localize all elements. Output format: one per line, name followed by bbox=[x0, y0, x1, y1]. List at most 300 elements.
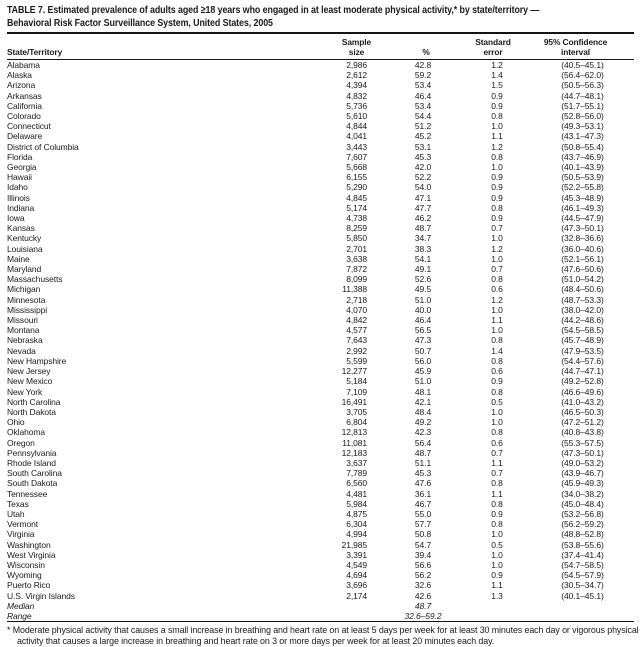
sample-size-cell: 7,789 bbox=[346, 468, 367, 479]
sample-size-cell: 2,701 bbox=[346, 243, 367, 254]
confidence-interval-cell: (45.3–48.9) bbox=[561, 192, 604, 203]
confidence-interval-cell: (38.0–42.0) bbox=[561, 304, 604, 315]
sample-size-cell: 5,599 bbox=[346, 355, 367, 366]
percent-cell: 42.8 bbox=[414, 60, 432, 70]
state-cell: North Carolina bbox=[7, 396, 61, 407]
table-row bbox=[7, 172, 634, 182]
standard-error-cell: 0.8 bbox=[491, 151, 503, 162]
sample-size-cell: 8,099 bbox=[346, 274, 367, 285]
standard-error-cell: 1.0 bbox=[491, 529, 503, 540]
state-cell: Maryland bbox=[7, 264, 42, 275]
sample-size-cell: 4,481 bbox=[346, 488, 367, 499]
footnote: * Moderate physical activity that causes a small increase in breathing and heart rate on at least 5 days per week for at least 30 minutes each day or vigorous physical activity that causes a large increase in breathing and heart rate on 3 or more days per week for at least 20 minutes each day. bbox=[7, 625, 639, 647]
confidence-interval-cell: (46.6–49.6) bbox=[561, 386, 604, 397]
confidence-interval-cell: (41.0–43.2) bbox=[561, 396, 604, 407]
confidence-interval-cell: (53.8–55.6) bbox=[561, 539, 604, 550]
table-row bbox=[7, 407, 634, 417]
sample-size-cell: 16,491 bbox=[341, 396, 367, 407]
state-cell: Louisiana bbox=[7, 243, 43, 254]
state-cell: West Virginia bbox=[7, 549, 56, 560]
state-cell: District of Columbia bbox=[7, 141, 79, 152]
standard-error-cell bbox=[469, 611, 517, 622]
confidence-interval-cell: (43.1–47.3) bbox=[561, 131, 604, 142]
percent-cell: 59.2 bbox=[414, 70, 432, 81]
state-cell: Tennessee bbox=[7, 488, 48, 499]
standard-error-cell: 1.0 bbox=[491, 406, 503, 417]
state-cell: South Dakota bbox=[7, 478, 58, 489]
percent-cell: 45.9 bbox=[414, 366, 432, 377]
state-cell: Nebraska bbox=[7, 335, 43, 346]
table-row bbox=[7, 111, 634, 121]
table-row bbox=[7, 397, 634, 407]
percent-cell: 54.1 bbox=[414, 253, 432, 264]
confidence-interval-cell: (50.5–56.3) bbox=[561, 80, 604, 91]
confidence-interval-cell: (51.0–54.2) bbox=[561, 274, 604, 285]
table-row bbox=[7, 376, 634, 386]
summary-value-cell: 48.7 bbox=[414, 600, 432, 611]
table-row bbox=[7, 152, 634, 162]
standard-error-cell: 1.4 bbox=[491, 70, 503, 81]
standard-error-cell: 1.0 bbox=[491, 325, 503, 336]
standard-error-cell: 0.5 bbox=[491, 396, 503, 407]
standard-error-cell: 0.9 bbox=[491, 570, 503, 581]
sample-size-cell: 3,443 bbox=[346, 141, 367, 152]
table-row bbox=[7, 182, 634, 192]
table-row bbox=[7, 387, 634, 397]
table-row bbox=[7, 509, 634, 519]
sample-size-cell: 21,985 bbox=[341, 539, 367, 550]
column-header-se-line2: error bbox=[483, 47, 503, 57]
state-cell: Alabama bbox=[7, 60, 40, 70]
percent-cell: 46.7 bbox=[414, 498, 432, 509]
standard-error-cell: 1.2 bbox=[491, 141, 503, 152]
percent-cell: 42.1 bbox=[414, 396, 432, 407]
table-row bbox=[7, 162, 634, 172]
state-cell: California bbox=[7, 100, 42, 111]
table-header bbox=[7, 34, 634, 60]
state-cell: South Carolina bbox=[7, 468, 62, 479]
state-cell: Maine bbox=[7, 253, 30, 264]
state-cell: Minnesota bbox=[7, 294, 46, 305]
sample-size-cell: 8,259 bbox=[346, 223, 367, 234]
standard-error-cell: 0.8 bbox=[491, 202, 503, 213]
sample-size-cell: 4,844 bbox=[346, 121, 367, 132]
sample-size-cell bbox=[302, 611, 367, 622]
confidence-interval-cell: (47.3–50.1) bbox=[561, 447, 604, 458]
confidence-interval-cell: (45.7–48.9) bbox=[561, 335, 604, 346]
standard-error-cell: 0.8 bbox=[491, 386, 503, 397]
sample-size-cell: 4,694 bbox=[346, 570, 367, 581]
sample-size-cell: 4,394 bbox=[346, 80, 367, 91]
state-cell: New Hampshire bbox=[7, 355, 67, 366]
sample-size-cell: 2,612 bbox=[346, 70, 367, 81]
confidence-interval-cell: (56.4–62.0) bbox=[561, 70, 604, 81]
state-cell: Hawaii bbox=[7, 172, 32, 183]
confidence-interval-cell: (48.8–52.8) bbox=[561, 529, 604, 540]
sample-size-cell: 3,638 bbox=[346, 253, 367, 264]
standard-error-cell: 1.0 bbox=[491, 253, 503, 264]
standard-error-cell: 1.1 bbox=[491, 315, 503, 326]
state-cell: U.S. Virgin Islands bbox=[7, 590, 75, 601]
standard-error-cell: 1.5 bbox=[491, 80, 503, 91]
standard-error-cell: 1.1 bbox=[491, 580, 503, 591]
percent-cell: 54.0 bbox=[414, 182, 432, 193]
column-header-confidence-interval bbox=[517, 34, 634, 60]
sample-size-cell: 2,174 bbox=[346, 590, 367, 601]
table-row bbox=[7, 223, 634, 233]
standard-error-cell: 0.6 bbox=[491, 437, 503, 448]
standard-error-cell: 0.8 bbox=[491, 478, 503, 489]
percent-cell: 48.1 bbox=[414, 386, 432, 397]
sample-size-cell: 5,736 bbox=[346, 100, 367, 111]
confidence-interval-cell: (47.3–50.1) bbox=[561, 223, 604, 234]
table-row bbox=[7, 284, 634, 294]
percent-cell: 49.5 bbox=[414, 284, 432, 295]
table-row bbox=[7, 193, 634, 203]
state-cell: Colorado bbox=[7, 111, 41, 122]
percent-cell: 53.4 bbox=[414, 80, 432, 91]
state-cell: Michigan bbox=[7, 284, 41, 295]
percent-cell: 45.3 bbox=[414, 151, 432, 162]
column-header-sample-line2: size bbox=[348, 47, 365, 57]
summary-label-cell: Median bbox=[7, 600, 35, 611]
table-row bbox=[7, 427, 634, 437]
state-cell: Washington bbox=[7, 539, 51, 550]
column-header-se-line1: Standard bbox=[475, 37, 511, 47]
confidence-interval-cell: (37.4–41.4) bbox=[561, 549, 604, 560]
standard-error-cell: 0.9 bbox=[491, 182, 503, 193]
percent-cell: 47.3 bbox=[414, 335, 432, 346]
state-cell: Illinois bbox=[7, 192, 30, 203]
percent-cell: 54.4 bbox=[414, 111, 432, 122]
sample-size-cell: 5,610 bbox=[346, 111, 367, 122]
percent-cell: 53.1 bbox=[414, 141, 432, 152]
standard-error-cell: 1.0 bbox=[491, 417, 503, 428]
sample-size-cell: 6,304 bbox=[346, 519, 367, 530]
table-row bbox=[7, 80, 634, 90]
state-cell: Arizona bbox=[7, 80, 36, 91]
percent-cell: 47.7 bbox=[414, 202, 432, 213]
standard-error-cell: 0.8 bbox=[491, 335, 503, 346]
sample-size-cell: 5,174 bbox=[346, 202, 367, 213]
confidence-interval-cell: (51.7–55.1) bbox=[561, 100, 604, 111]
standard-error-cell: 0.8 bbox=[491, 355, 503, 366]
percent-cell: 56.0 bbox=[414, 355, 432, 366]
sample-size-cell: 2,718 bbox=[346, 294, 367, 305]
confidence-interval-cell: (47.9–53.5) bbox=[561, 345, 604, 356]
sample-size-cell: 6,804 bbox=[346, 417, 367, 428]
percent-cell: 47.6 bbox=[414, 478, 432, 489]
confidence-interval-cell: (52.8–56.0) bbox=[561, 111, 604, 122]
standard-error-cell: 1.0 bbox=[491, 233, 503, 244]
state-cell: Montana bbox=[7, 325, 40, 336]
confidence-interval-cell: (46.1–49.3) bbox=[561, 202, 604, 213]
state-cell: Indiana bbox=[7, 202, 35, 213]
percent-cell: 48.7 bbox=[414, 447, 432, 458]
confidence-interval-cell bbox=[517, 601, 634, 611]
confidence-interval-cell: (49.3–53.1) bbox=[561, 121, 604, 132]
standard-error-cell: 0.8 bbox=[491, 519, 503, 530]
state-cell: Rhode Island bbox=[7, 457, 56, 468]
table-row bbox=[7, 131, 634, 141]
standard-error-cell: 1.1 bbox=[491, 457, 503, 468]
state-cell: New Jersey bbox=[7, 366, 51, 377]
standard-error-cell: 0.9 bbox=[491, 213, 503, 224]
table-row bbox=[7, 244, 634, 254]
confidence-interval-cell: (32.8–36.6) bbox=[561, 233, 604, 244]
percent-cell: 39.4 bbox=[414, 549, 432, 560]
confidence-interval-cell: (54.5–57.9) bbox=[561, 570, 604, 581]
sample-size-cell: 6,155 bbox=[346, 172, 367, 183]
standard-error-cell: 1.1 bbox=[491, 488, 503, 499]
state-cell: Wisconsin bbox=[7, 559, 45, 570]
sample-size-cell: 12,277 bbox=[341, 366, 367, 377]
percent-cell: 56.4 bbox=[414, 437, 432, 448]
sample-size-cell: 4,875 bbox=[346, 508, 367, 519]
standard-error-cell: 0.7 bbox=[491, 223, 503, 234]
standard-error-cell: 0.9 bbox=[491, 192, 503, 203]
table-row bbox=[7, 417, 634, 427]
confidence-interval-cell: (44.5–47.9) bbox=[561, 213, 604, 224]
standard-error-cell: 1.1 bbox=[491, 131, 503, 142]
percent-cell: 52.2 bbox=[414, 172, 432, 183]
percent-cell: 47.1 bbox=[414, 192, 432, 203]
table-row bbox=[7, 264, 634, 274]
table-row bbox=[7, 356, 634, 366]
percent-cell: 40.0 bbox=[414, 304, 432, 315]
state-cell: Mississippi bbox=[7, 304, 47, 315]
percent-cell: 36.1 bbox=[414, 488, 432, 499]
confidence-interval-cell: (40.1–45.1) bbox=[561, 590, 604, 601]
percent-cell: 56.6 bbox=[414, 559, 432, 570]
column-header-sample-size bbox=[302, 34, 372, 60]
standard-error-cell: 1.2 bbox=[491, 60, 503, 70]
percent-cell: 54.7 bbox=[414, 539, 432, 550]
standard-error-cell: 0.9 bbox=[491, 508, 503, 519]
standard-error-cell: 0.5 bbox=[491, 539, 503, 550]
confidence-interval-cell: (40.8–43.8) bbox=[561, 427, 604, 438]
standard-error-cell: 1.2 bbox=[491, 243, 503, 254]
table-title-line-1: TABLE 7. Estimated prevalence of adults aged ≥18 years who engaged in at least moderate physical activity,* by state/territory — bbox=[7, 4, 540, 16]
confidence-interval-cell: (52.1–56.1) bbox=[561, 253, 604, 264]
sample-size-cell: 5,184 bbox=[346, 376, 367, 387]
standard-error-cell: 1.0 bbox=[491, 304, 503, 315]
state-cell: Ohio bbox=[7, 417, 25, 428]
state-cell: Virginia bbox=[7, 529, 35, 540]
confidence-interval-cell: (56.2–59.2) bbox=[561, 519, 604, 530]
confidence-interval-cell: (30.5–34.7) bbox=[561, 580, 604, 591]
sample-size-cell: 11,388 bbox=[342, 284, 367, 295]
confidence-interval-cell: (44.7–47.1) bbox=[561, 366, 604, 377]
standard-error-cell: 0.9 bbox=[491, 100, 503, 111]
percent-cell: 56.2 bbox=[414, 570, 432, 581]
standard-error-cell: 0.9 bbox=[491, 90, 503, 101]
state-cell: Arkansas bbox=[7, 90, 42, 101]
confidence-interval-cell: (54.4–57.6) bbox=[561, 355, 604, 366]
sample-size-cell: 5,984 bbox=[346, 498, 367, 509]
percent-cell: 34.7 bbox=[414, 233, 432, 244]
standard-error-cell: 1.4 bbox=[491, 345, 503, 356]
standard-error-cell: 0.7 bbox=[491, 447, 503, 458]
sample-size-cell: 4,041 bbox=[346, 131, 367, 142]
percent-cell: 46.2 bbox=[414, 213, 432, 224]
state-cell: Idaho bbox=[7, 182, 28, 193]
standard-error-cell: 0.7 bbox=[491, 468, 503, 479]
sample-size-cell: 5,290 bbox=[346, 182, 367, 193]
state-cell: New York bbox=[7, 386, 43, 397]
sample-size-cell: 4,842 bbox=[346, 315, 367, 326]
sample-size-cell: 2,986 bbox=[346, 60, 367, 70]
confidence-interval-cell: (46.5–50.3) bbox=[561, 406, 604, 417]
table-row bbox=[7, 540, 634, 550]
standard-error-cell: 0.9 bbox=[491, 376, 503, 387]
sample-size-cell bbox=[302, 601, 367, 611]
percent-cell: 57.7 bbox=[414, 519, 432, 530]
standard-error-cell: 0.8 bbox=[491, 427, 503, 438]
state-cell: New Mexico bbox=[7, 376, 53, 387]
header-row bbox=[7, 34, 634, 60]
sample-size-cell: 3,705 bbox=[346, 406, 367, 417]
table-row bbox=[7, 448, 634, 458]
sample-size-cell: 5,668 bbox=[346, 162, 367, 173]
table-row bbox=[7, 499, 634, 509]
state-cell: Texas bbox=[7, 498, 29, 509]
table-row bbox=[7, 213, 634, 223]
sample-size-cell: 6,560 bbox=[346, 478, 367, 489]
prevalence-table bbox=[7, 34, 634, 622]
percent-cell: 48.7 bbox=[414, 223, 432, 234]
confidence-interval-cell: (43.9–46.7) bbox=[561, 468, 604, 479]
sample-size-cell: 7,643 bbox=[346, 335, 367, 346]
state-cell: Georgia bbox=[7, 162, 37, 173]
confidence-interval-cell: (49.2–52.8) bbox=[561, 376, 604, 387]
summary-row bbox=[7, 611, 634, 622]
state-cell: Oregon bbox=[7, 437, 35, 448]
confidence-interval-cell: (40.5–45.1) bbox=[561, 60, 604, 70]
percent-cell: 49.2 bbox=[414, 417, 432, 428]
sample-size-cell: 4,549 bbox=[346, 559, 367, 570]
confidence-interval-cell: (48.4–50.6) bbox=[561, 284, 604, 295]
table-row bbox=[7, 346, 634, 356]
table-row bbox=[7, 366, 634, 376]
sample-size-cell: 4,738 bbox=[346, 213, 367, 224]
confidence-interval-cell: (52.2–55.8) bbox=[561, 182, 604, 193]
table-row bbox=[7, 70, 634, 80]
table-row bbox=[7, 335, 634, 345]
state-cell: North Dakota bbox=[7, 406, 56, 417]
sample-size-cell: 7,872 bbox=[346, 264, 367, 275]
standard-error-cell: 1.0 bbox=[491, 162, 503, 173]
sample-size-cell: 7,607 bbox=[346, 151, 367, 162]
confidence-interval-cell: (54.5–58.5) bbox=[561, 325, 604, 336]
table-row bbox=[7, 468, 634, 478]
standard-error-cell: 0.8 bbox=[491, 498, 503, 509]
confidence-interval-cell: (44.2–48.6) bbox=[561, 315, 604, 326]
confidence-interval-cell: (53.2–56.8) bbox=[561, 508, 604, 519]
confidence-interval-cell bbox=[517, 611, 634, 622]
standard-error-cell: 1.0 bbox=[491, 549, 503, 560]
table-row bbox=[7, 233, 634, 243]
standard-error-cell: 1.2 bbox=[491, 294, 503, 305]
sample-size-cell: 3,391 bbox=[346, 549, 367, 560]
percent-cell: 46.4 bbox=[414, 90, 432, 101]
standard-error-cell: 1.3 bbox=[491, 590, 503, 601]
column-header-ci-line1: 95% Confidence bbox=[543, 37, 608, 47]
table-body bbox=[7, 60, 634, 622]
table-row bbox=[7, 325, 634, 335]
table-title-line-2: Behavioral Risk Factor Surveillance System, United States, 2005 bbox=[7, 16, 273, 29]
standard-error-cell: 1.0 bbox=[491, 559, 503, 570]
state-cell: Connecticut bbox=[7, 121, 51, 132]
percent-cell: 46.4 bbox=[414, 315, 432, 326]
state-cell: Wyoming bbox=[7, 570, 42, 581]
standard-error-cell: 0.6 bbox=[491, 284, 503, 295]
table-row bbox=[7, 315, 634, 325]
state-cell: Missouri bbox=[7, 315, 38, 326]
state-cell: Massachusetts bbox=[7, 274, 63, 285]
percent-cell: 32.6 bbox=[414, 580, 432, 591]
percent-cell: 50.7 bbox=[414, 345, 432, 356]
confidence-interval-cell: (47.2–51.2) bbox=[561, 417, 604, 428]
table-row bbox=[7, 478, 634, 488]
sample-size-cell: 3,637 bbox=[346, 457, 367, 468]
percent-cell: 52.6 bbox=[414, 274, 432, 285]
state-cell: Nevada bbox=[7, 345, 36, 356]
sample-size-cell: 5,850 bbox=[346, 233, 367, 244]
column-header-sample-line1: Sample bbox=[341, 37, 372, 47]
standard-error-cell: 0.8 bbox=[491, 274, 503, 285]
percent-cell: 45.3 bbox=[414, 468, 432, 479]
state-cell: Florida bbox=[7, 151, 33, 162]
summary-value-cell: 32.6–59.2 bbox=[404, 610, 442, 621]
table-row bbox=[7, 570, 634, 580]
confidence-interval-cell: (45.0–48.4) bbox=[561, 498, 604, 509]
confidence-interval-cell: (48.7–53.3) bbox=[561, 294, 604, 305]
confidence-interval-cell: (45.9–49.3) bbox=[561, 478, 604, 489]
confidence-interval-cell: (44.7–48.1) bbox=[561, 90, 604, 101]
state-cell: Alaska bbox=[7, 70, 32, 81]
standard-error-cell: 0.7 bbox=[491, 264, 503, 275]
table-row bbox=[7, 550, 634, 560]
percent-cell: 45.2 bbox=[414, 131, 432, 142]
percent-cell: 42.3 bbox=[414, 427, 432, 438]
percent-cell: 48.4 bbox=[414, 406, 432, 417]
column-header-ci-line2: interval bbox=[561, 47, 590, 57]
state-cell: Oklahoma bbox=[7, 427, 45, 438]
summary-row bbox=[7, 601, 634, 611]
confidence-interval-cell: (54.7–58.5) bbox=[561, 559, 604, 570]
table-row bbox=[7, 591, 634, 601]
state-cell: Vermont bbox=[7, 519, 38, 530]
sample-size-cell: 4,832 bbox=[346, 90, 367, 101]
confidence-interval-cell: (36.0–40.6) bbox=[561, 243, 604, 254]
sample-size-cell: 12,183 bbox=[341, 447, 367, 458]
percent-cell: 42.0 bbox=[414, 162, 432, 173]
confidence-interval-cell: (47.6–50.6) bbox=[561, 264, 604, 275]
standard-error-cell: 0.9 bbox=[491, 172, 503, 183]
table-row bbox=[7, 580, 634, 590]
table-row bbox=[7, 91, 634, 101]
table-row bbox=[7, 305, 634, 315]
table-row bbox=[7, 121, 634, 131]
sample-size-cell: 7,109 bbox=[346, 386, 367, 397]
sample-size-cell: 4,994 bbox=[346, 529, 367, 540]
state-cell: Iowa bbox=[7, 213, 25, 224]
column-header-percent: % bbox=[367, 34, 469, 60]
confidence-interval-cell: (49.0–53.2) bbox=[561, 457, 604, 468]
standard-error-cell: 0.6 bbox=[491, 366, 503, 377]
table-row bbox=[7, 142, 634, 152]
